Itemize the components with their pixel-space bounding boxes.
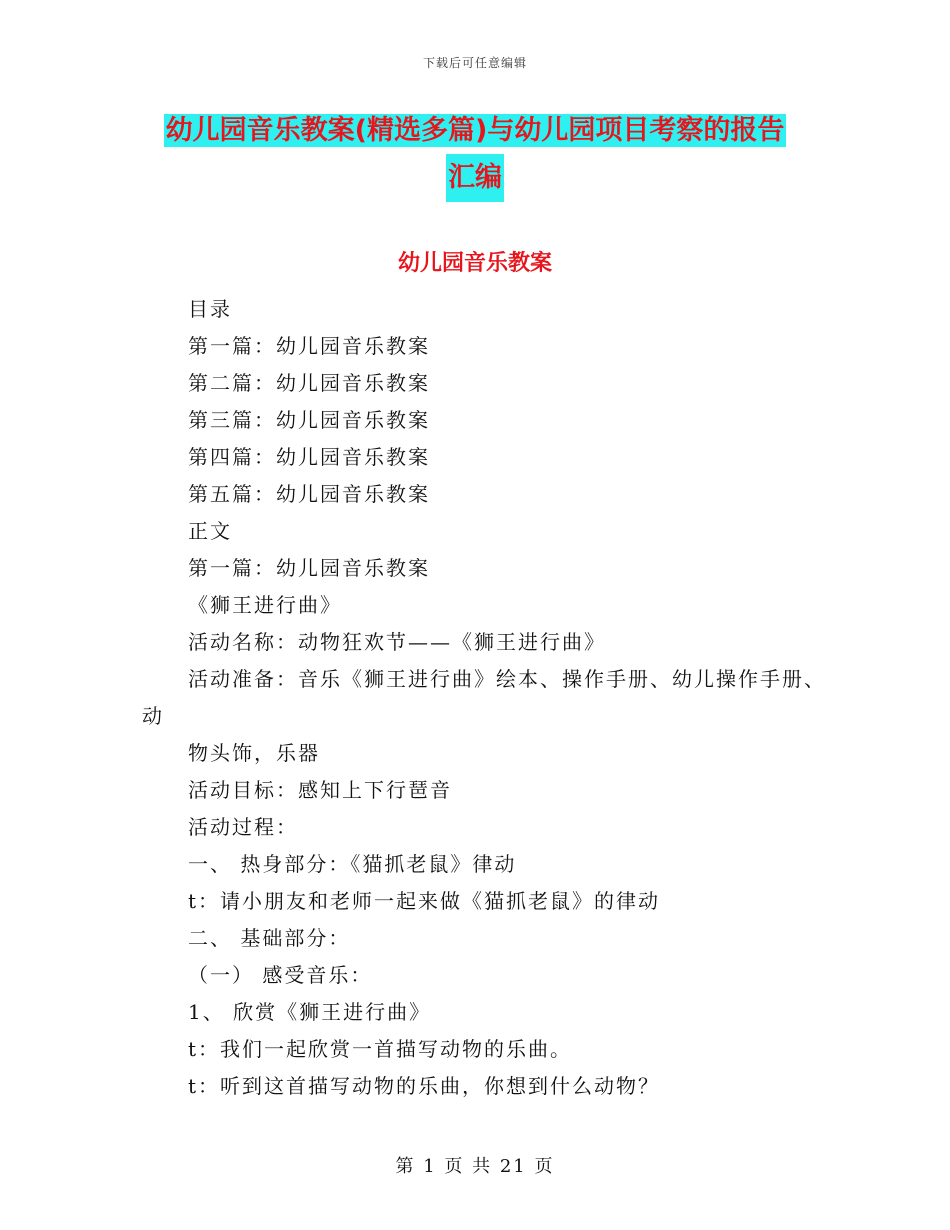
- body-line: 第一篇：幼儿园音乐教案: [188, 556, 430, 580]
- document-title-line2: 汇编: [446, 154, 504, 202]
- page-number: 第 1 页 共 21 页: [395, 1156, 555, 1177]
- body-line: t：听到这首描写动物的乐曲，你想到什么动物？: [188, 1074, 661, 1098]
- body-line: 1、 欣赏《狮王进行曲》: [188, 1000, 432, 1024]
- header-note: 下载后可任意编辑: [422, 56, 527, 70]
- body-line: 正文: [188, 519, 232, 543]
- body-line: 目录: [188, 297, 232, 321]
- section-title: 幼儿园音乐教案: [397, 251, 552, 276]
- body-line: 活动准备：音乐《狮王进行曲》绘本、操作手册、幼儿操作手册、: [188, 667, 826, 691]
- body-line: （一） 感受音乐：: [188, 963, 373, 987]
- body-line: 《狮王进行曲》: [188, 593, 342, 617]
- body-line: 第四篇：幼儿园音乐教案: [188, 445, 430, 469]
- body-line: t：请小朋友和老师一起来做《猫抓老鼠》的律动: [188, 889, 661, 913]
- body-line: 第三篇：幼儿园音乐教案: [188, 408, 430, 432]
- body-line: 第二篇：幼儿园音乐教案: [188, 371, 430, 395]
- body-line: 二、 基础部分：: [188, 926, 351, 950]
- body-line: 第一篇：幼儿园音乐教案: [188, 334, 430, 358]
- body-line: 物头饰，乐器: [188, 741, 320, 765]
- body-line: 第五篇：幼儿园音乐教案: [188, 482, 430, 506]
- document-title-line1: 幼儿园音乐教案(精选多篇)与幼儿园项目考察的报告: [165, 115, 785, 146]
- body-line: t：我们一起欣赏一首描写动物的乐曲。: [188, 1037, 573, 1061]
- body-line: 活动目标：感知上下行琶音: [188, 778, 452, 802]
- body-line: 动: [142, 704, 164, 728]
- body-line: 活动过程：: [188, 815, 298, 839]
- body-line: 活动名称：动物狂欢节——《狮王进行曲》: [188, 630, 606, 654]
- body-line: 一、 热身部分：《猫抓老鼠》律动: [188, 852, 517, 876]
- document-title: [0, 108, 950, 202]
